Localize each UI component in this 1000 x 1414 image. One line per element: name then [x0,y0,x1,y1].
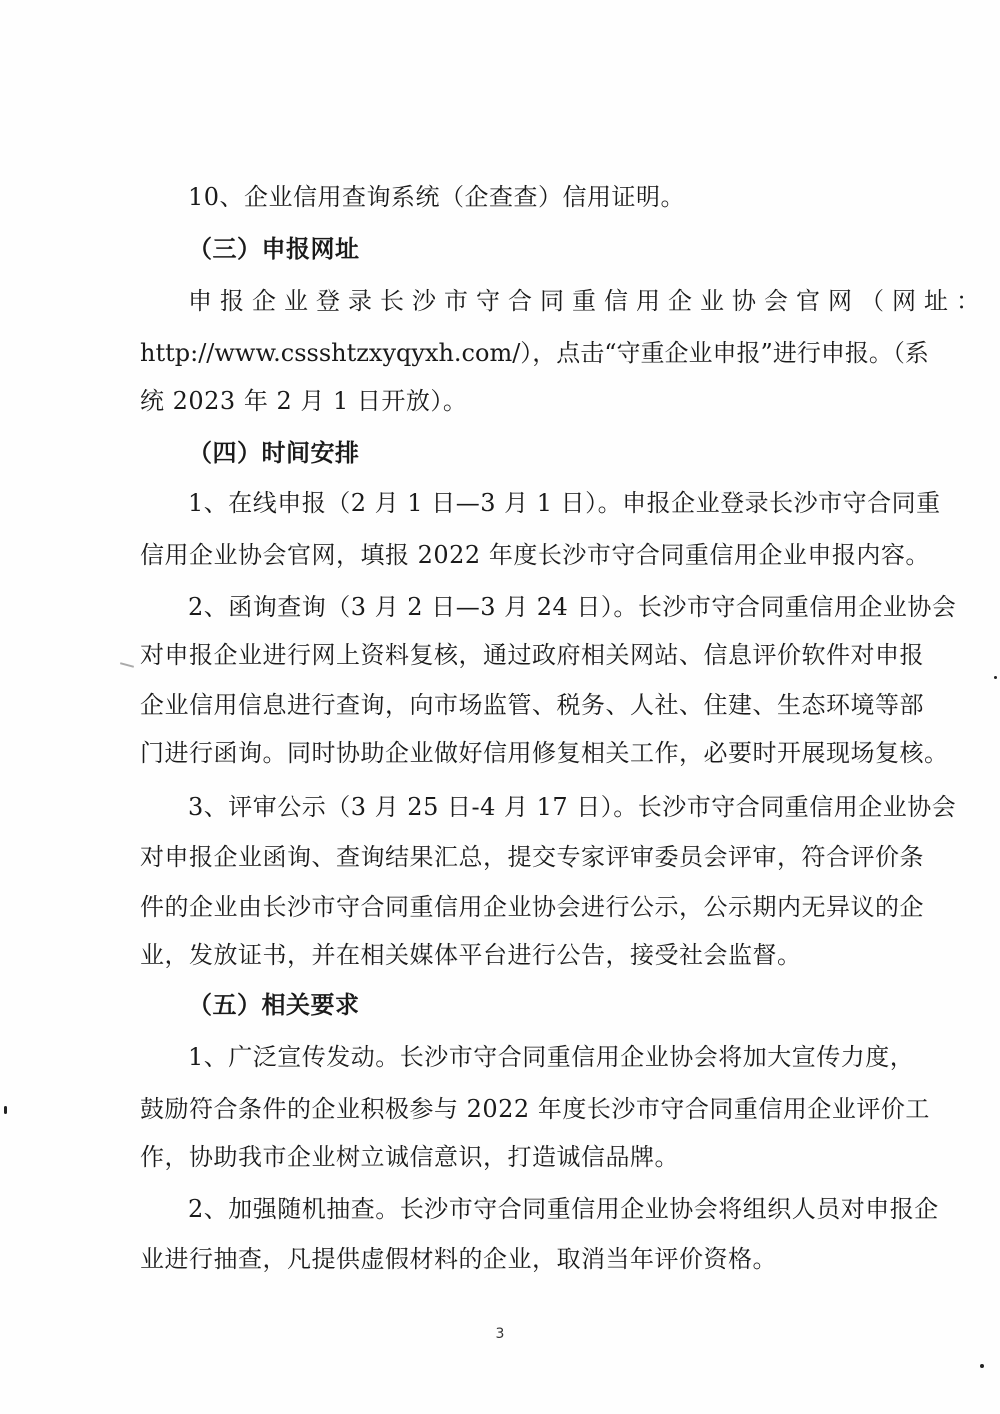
paragraph-line: 信用企业协会官网，填报 2022 年度长沙市守合同重信用企业申报内容。 [140,541,930,569]
paragraph-line-url: http://www.cssshtzxyqyxh.com/），点击“守重企业申报”进行申报。（系 [140,339,929,367]
paragraph-line: 对申报企业函询、查询结果汇总，提交专家评审委员会评审，符合评价条 [140,843,924,871]
paragraph-line: 1、在线申报（2 月 1 日—3 月 1 日）。申报企业登录长沙市守合同重 [188,489,941,517]
paragraph-line: 鼓励符合条件的企业积极参与 2022 年度长沙市守合同重信用企业评价工 [140,1095,930,1123]
paragraph-line: 作，协助我市企业树立诚信意识，打造诚信品牌。 [140,1143,679,1171]
paragraph-line: 3、评审公示（3 月 25 日-4 月 17 日）。长沙市守合同重信用企业协会 [188,793,957,821]
section-heading-4: （四）时间安排 [188,438,360,467]
paragraph-line: 企业信用信息进行查询，向市场监管、税务、人社、住建、生态环境等部 [140,691,924,719]
paragraph-item-10: 10、企业信用查询系统（企查查）信用证明。 [188,183,686,211]
scan-mark [120,662,134,668]
paragraph-line: 统 2023 年 2 月 1 日开放）。 [140,387,468,415]
scan-speck [980,1364,984,1368]
paragraph-line: 业进行抽查，凡提供虚假材料的企业，取消当年评价资格。 [140,1245,777,1273]
page-number: 3 [495,1326,505,1342]
paragraph-line: 对申报企业进行网上资料复核，通过政府相关网站、信息评价软件对申报 [140,641,924,669]
scan-speck [4,1106,7,1114]
section-heading-3: （三）申报网址 [188,234,360,263]
paragraph-line: 业，发放证书，并在相关媒体平台进行公告，接受社会监督。 [140,941,802,969]
section-heading-5: （五）相关要求 [188,990,360,1019]
paragraph-line: 门进行函询。同时协助企业做好信用修复相关工作，必要时开展现场复核。 [140,739,949,767]
paragraph-line: 2、函询查询（3 月 2 日—3 月 24 日）。长沙市守合同重信用企业协会 [188,593,957,621]
paragraph-line: 件的企业由长沙市守合同重信用企业协会进行公示，公示期内无异议的企 [140,893,924,921]
paragraph-line: 申报企业登录长沙市守合同重信用企业协会官网（网址： [188,287,988,315]
paragraph-line: 2、加强随机抽查。长沙市守合同重信用企业协会将组织人员对申报企 [188,1195,939,1223]
scan-speck [994,676,997,679]
paragraph-line: 1、广泛宣传发动。长沙市守合同重信用企业协会将加大宣传力度， [188,1043,915,1071]
